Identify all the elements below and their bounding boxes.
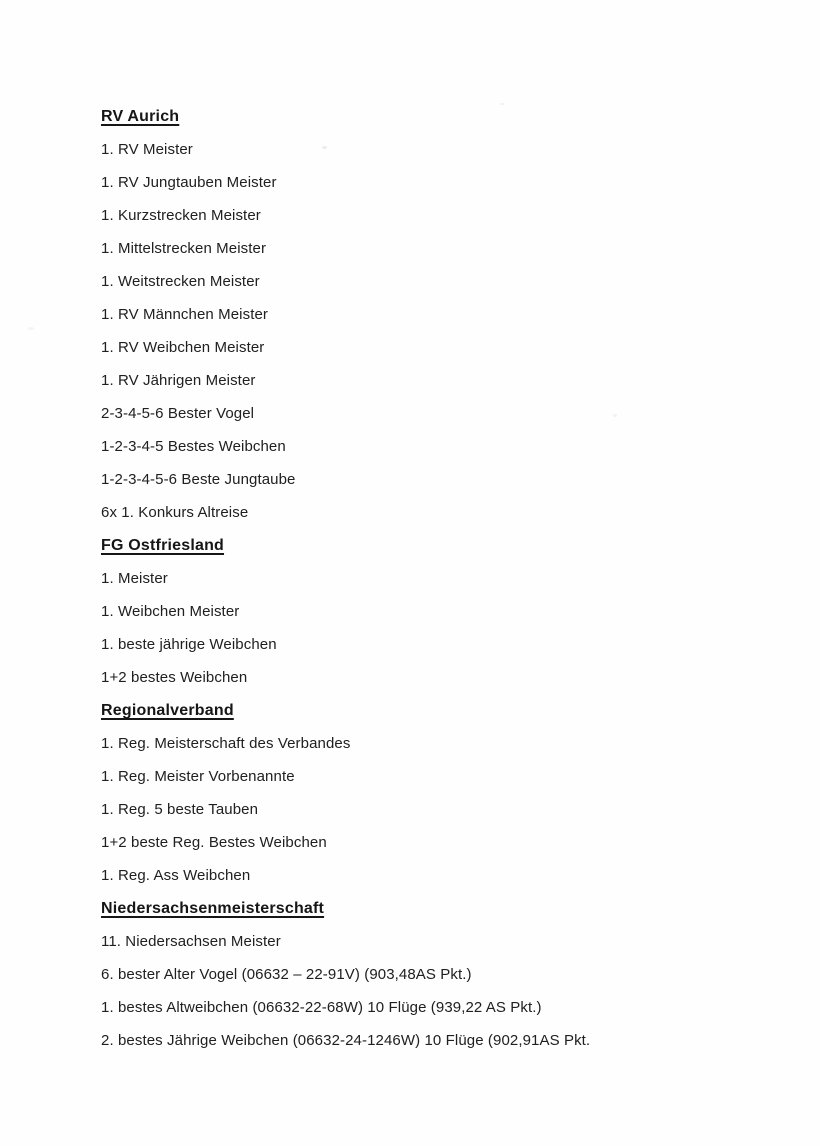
document-section [101, 892, 780, 1057]
document-section [101, 100, 780, 529]
document-section [101, 694, 780, 892]
list-item: 1+2 bestes Weibchen [101, 669, 248, 686]
list-item: 1. RV Weibchen Meister [101, 339, 265, 356]
list-item: 1. Reg. Ass Weibchen [101, 867, 251, 884]
list-item: 1. RV Jährigen Meister [101, 372, 256, 389]
list-item: 1. Weibchen Meister [101, 603, 240, 620]
document-section [101, 529, 780, 694]
scan-artifact [322, 146, 327, 149]
section-heading: Niedersachsenmeisterschaft [101, 900, 325, 917]
list-item: 1. Reg. Meister Vorbenannte [101, 768, 295, 785]
document-content [101, 100, 780, 1057]
scan-artifact [613, 414, 617, 417]
list-item: 1. RV Männchen Meister [101, 306, 269, 323]
list-item: 2. bestes Jährige Weibchen (06632-24-1246W) 10 Flüge (902,91AS Pkt. [101, 1032, 591, 1049]
scan-artifact [500, 103, 504, 105]
list-item: 6. bester Alter Vogel (06632 – 22-91V) (903,48AS Pkt.) [101, 966, 472, 983]
list-item: 6x 1. Konkurs Altreise [101, 504, 249, 521]
list-item: 1. Reg. 5 beste Tauben [101, 801, 259, 818]
list-item: 1. beste jährige Weibchen [101, 636, 277, 653]
list-item: 1. RV Meister [101, 141, 193, 158]
list-item: 1-2-3-4-5-6 Beste Jungtaube [101, 471, 296, 488]
section-heading: Regionalverband [101, 702, 234, 719]
list-item: 1. Reg. Meisterschaft des Verbandes [101, 735, 351, 752]
list-item: 1. bestes Altweibchen (06632-22-68W) 10 Flüge (939,22 AS Pkt.) [101, 999, 542, 1016]
list-item: 1. Weitstrecken Meister [101, 273, 260, 290]
list-item: 1. Meister [101, 570, 168, 587]
list-item: 1-2-3-4-5 Bestes Weibchen [101, 438, 286, 455]
section-heading: FG Ostfriesland [101, 537, 225, 554]
list-item: 1. Mittelstrecken Meister [101, 240, 267, 257]
list-item: 1+2 beste Reg. Bestes Weibchen [101, 834, 327, 851]
section-heading: RV Aurich [101, 108, 180, 125]
list-item: 2-3-4-5-6 Bester Vogel [101, 405, 255, 422]
list-item: 11. Niedersachsen Meister [101, 933, 281, 950]
list-item: 1. RV Jungtauben Meister [101, 174, 277, 191]
list-item: 1. Kurzstrecken Meister [101, 207, 261, 224]
scan-artifact [28, 327, 34, 330]
